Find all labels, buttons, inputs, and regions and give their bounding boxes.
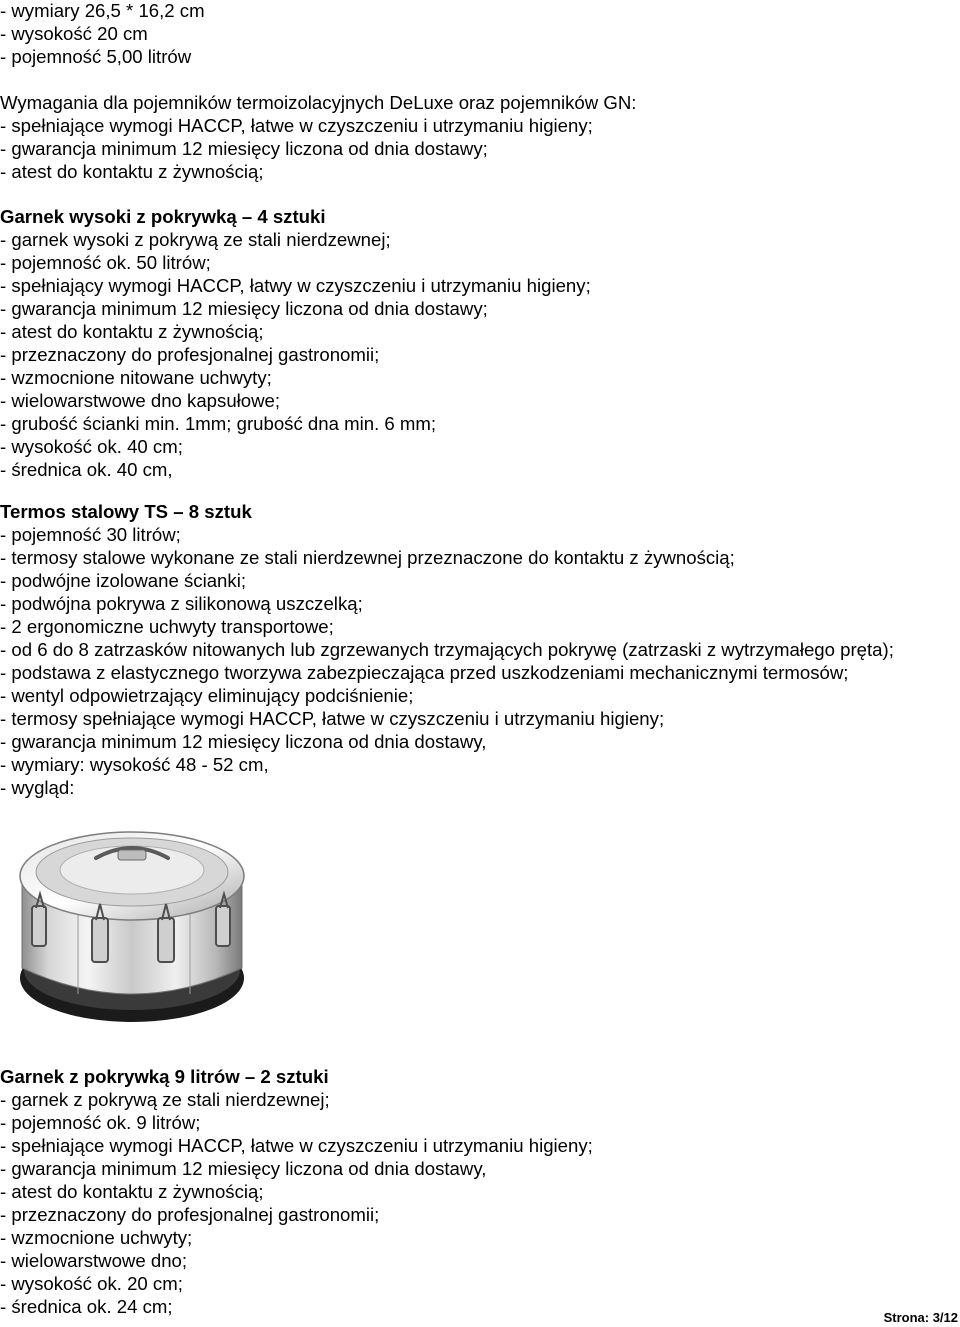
thermos-item: - pojemność 30 litrów; [0,524,181,545]
pot-9l-item: - garnek z pokrywą ze stali nierdzewnej; [0,1089,330,1110]
pot-9l-item: - pojemność ok. 9 litrów; [0,1112,201,1133]
thermos-item: - podwójna pokrywa z silikonową uszczelką; [0,593,363,614]
gn-requirement-item: - atest do kontaktu z żywnością; [0,161,264,182]
thermos-item: - podwójne izolowane ścianki; [0,570,246,591]
pot-9l-item: - średnica ok. 24 cm; [0,1296,173,1317]
pot-9l-item: - wysokość ok. 20 cm; [0,1273,183,1294]
tall-pot-heading: Garnek wysoki z pokrywką – 4 sztuki [0,206,326,227]
intro-line-height: - wysokość 20 cm [0,23,148,44]
intro-line-dimensions: - wymiary 26,5 * 16,2 cm [0,0,205,21]
thermos-item: - wygląd: [0,777,75,798]
pot-9l-heading: Garnek z pokrywką 9 litrów – 2 sztuki [0,1066,329,1087]
thermos-container-photo [0,798,258,1036]
tall-pot-item: - średnica ok. 40 cm, [0,459,173,480]
tall-pot-item: - wysokość ok. 40 cm; [0,436,183,457]
pot-9l-item: - atest do kontaktu z żywnością; [0,1181,264,1202]
tall-pot-item: - garnek wysoki z pokrywą ze stali nierdzewnej; [0,229,391,250]
thermos-item: - wymiary: wysokość 48 - 52 cm, [0,754,269,775]
thermos-item: - termosy stalowe wykonane ze stali nierdzewnej przeznaczone do kontaktu z żywnością; [0,547,735,568]
pot-9l-item: - wielowarstwowe dno; [0,1250,188,1271]
pot-9l-item: - gwarancja minimum 12 miesięcy liczona od dnia dostawy, [0,1158,487,1179]
thermos-item: - 2 ergonomiczne uchwyty transportowe; [0,616,334,637]
tall-pot-item: - wielowarstwowe dno kapsułowe; [0,390,281,411]
pot-9l-item: - wzmocnione uchwyty; [0,1227,193,1248]
tall-pot-item: - atest do kontaktu z żywnością; [0,321,264,342]
page-number: Strona: 3/12 [883,1310,958,1325]
pot-9l-item: - spełniające wymogi HACCP, łatwe w czyszczeniu i utrzymaniu higieny; [0,1135,593,1156]
thermos-item: - gwarancja minimum 12 miesięcy liczona od dnia dostawy, [0,731,487,752]
thermos-item: - termosy spełniające wymogi HACCP, łatwe w czyszczeniu i utrzymaniu higieny; [0,708,665,729]
gn-requirement-item: - gwarancja minimum 12 miesięcy liczona od dnia dostawy; [0,138,488,159]
gn-requirement-item: - spełniające wymogi HACCP, łatwe w czyszczeniu i utrzymaniu higieny; [0,115,593,136]
tall-pot-item: - gwarancja minimum 12 miesięcy liczona od dnia dostawy; [0,298,488,319]
tall-pot-item: - grubość ścianki min. 1mm; grubość dna min. 6 mm; [0,413,437,434]
thermos-item: - wentyl odpowietrzający eliminujący podciśnienie; [0,685,414,706]
pot-9l-item: - przeznaczony do profesjonalnej gastronomii; [0,1204,380,1225]
thermos-heading: Termos stalowy TS – 8 sztuk [0,501,252,522]
thermos-item: - od 6 do 8 zatrzasków nitowanych lub zgrzewanych trzymających pokrywę (zatrzaski z wytrzymałego pręta); [0,639,894,660]
tall-pot-item: - spełniający wymogi HACCP, łatwy w czyszczeniu i utrzymaniu higieny; [0,275,591,296]
gn-requirements-title: Wymagania dla pojemników termoizolacyjnych DeLuxe oraz pojemników GN: [0,92,637,113]
tall-pot-item: - pojemność ok. 50 litrów; [0,252,211,273]
tall-pot-item: - przeznaczony do profesjonalnej gastronomii; [0,344,380,365]
tall-pot-item: - wzmocnione nitowane uchwyty; [0,367,272,388]
intro-line-capacity: - pojemność 5,00 litrów [0,46,192,67]
thermos-item: - podstawa z elastycznego tworzywa zabezpieczająca przed uszkodzeniami mechanicznymi termosów; [0,662,849,683]
